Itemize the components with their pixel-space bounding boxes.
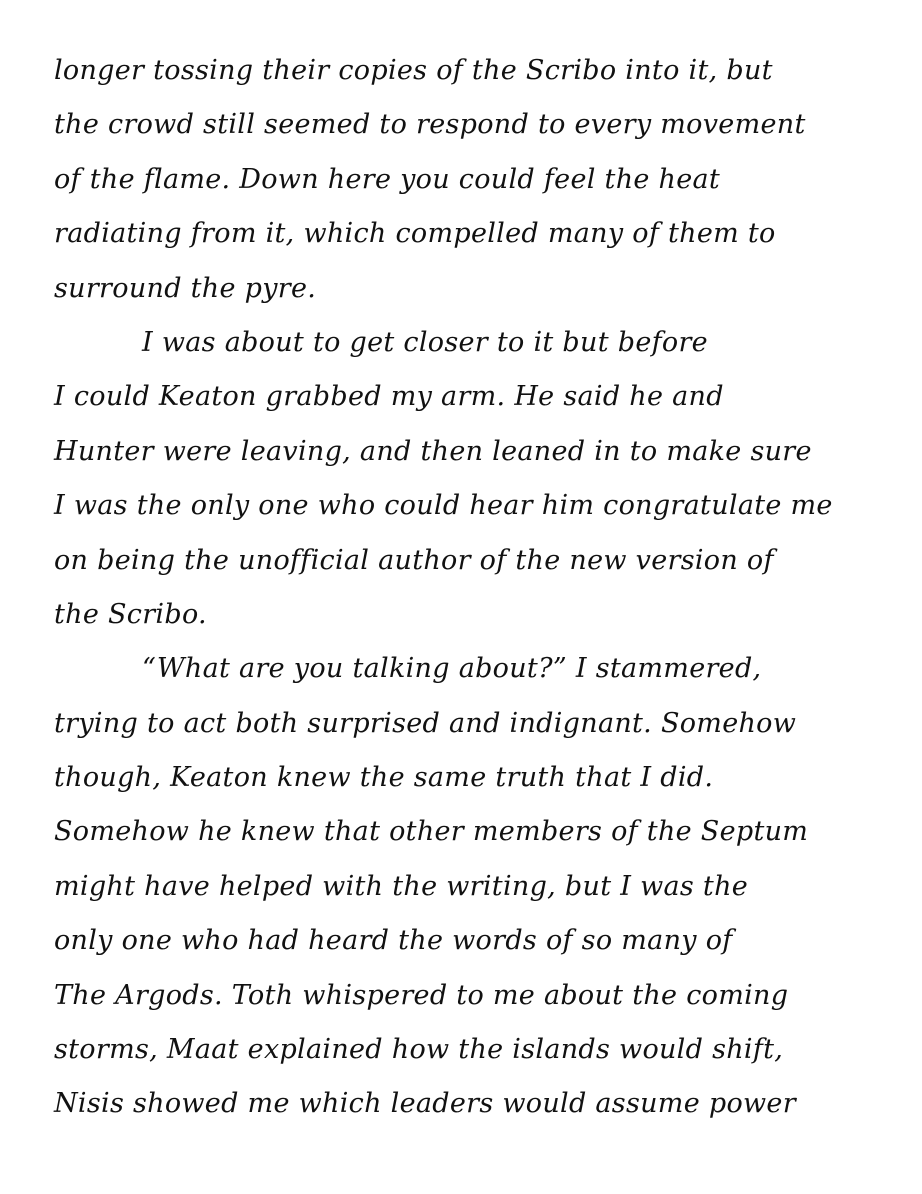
paragraph-start-line: “What are you talking about?” I stammered, xyxy=(142,653,762,685)
text-line: might have helped with the writing, but I was the xyxy=(54,870,749,902)
text-line: only one who had heard the words of so many of xyxy=(54,925,733,957)
text-line: on being the unofficial author of the new version of xyxy=(54,544,774,576)
handwritten-text-block xyxy=(54,44,894,1132)
text-line: the crowd still seemed to respond to every movement xyxy=(54,109,806,141)
text-line: though, Keaton knew the same truth that I did. xyxy=(54,762,714,794)
text-line: storms, Maat explained how the islands would shift, xyxy=(54,1034,784,1066)
text-line: the Scribo. xyxy=(54,598,207,630)
text-line: Nisis showed me which leaders would assume power xyxy=(54,1088,796,1120)
text-line: trying to act both surprised and indignant. Somehow xyxy=(54,707,797,739)
text-line: Hunter were leaving, and then leaned in to make sure xyxy=(54,435,812,467)
text-line: I was the only one who could hear him congratulate me xyxy=(54,490,833,522)
text-line: surround the pyre. xyxy=(54,272,317,304)
text-line: I could Keaton grabbed my arm. He said he and xyxy=(54,381,724,413)
paragraph-start-line: I was about to get closer to it but before xyxy=(142,326,708,358)
text-line: The Argods. Toth whispered to me about the coming xyxy=(54,979,789,1011)
text-line: longer tossing their copies of the Scribo into it, but xyxy=(54,55,773,86)
text-line: radiating from it, which compelled many of them to xyxy=(54,218,776,250)
text-line: Somehow he knew that other members of the Septum xyxy=(54,816,809,848)
text-line: of the flame. Down here you could feel the heat xyxy=(54,163,721,195)
